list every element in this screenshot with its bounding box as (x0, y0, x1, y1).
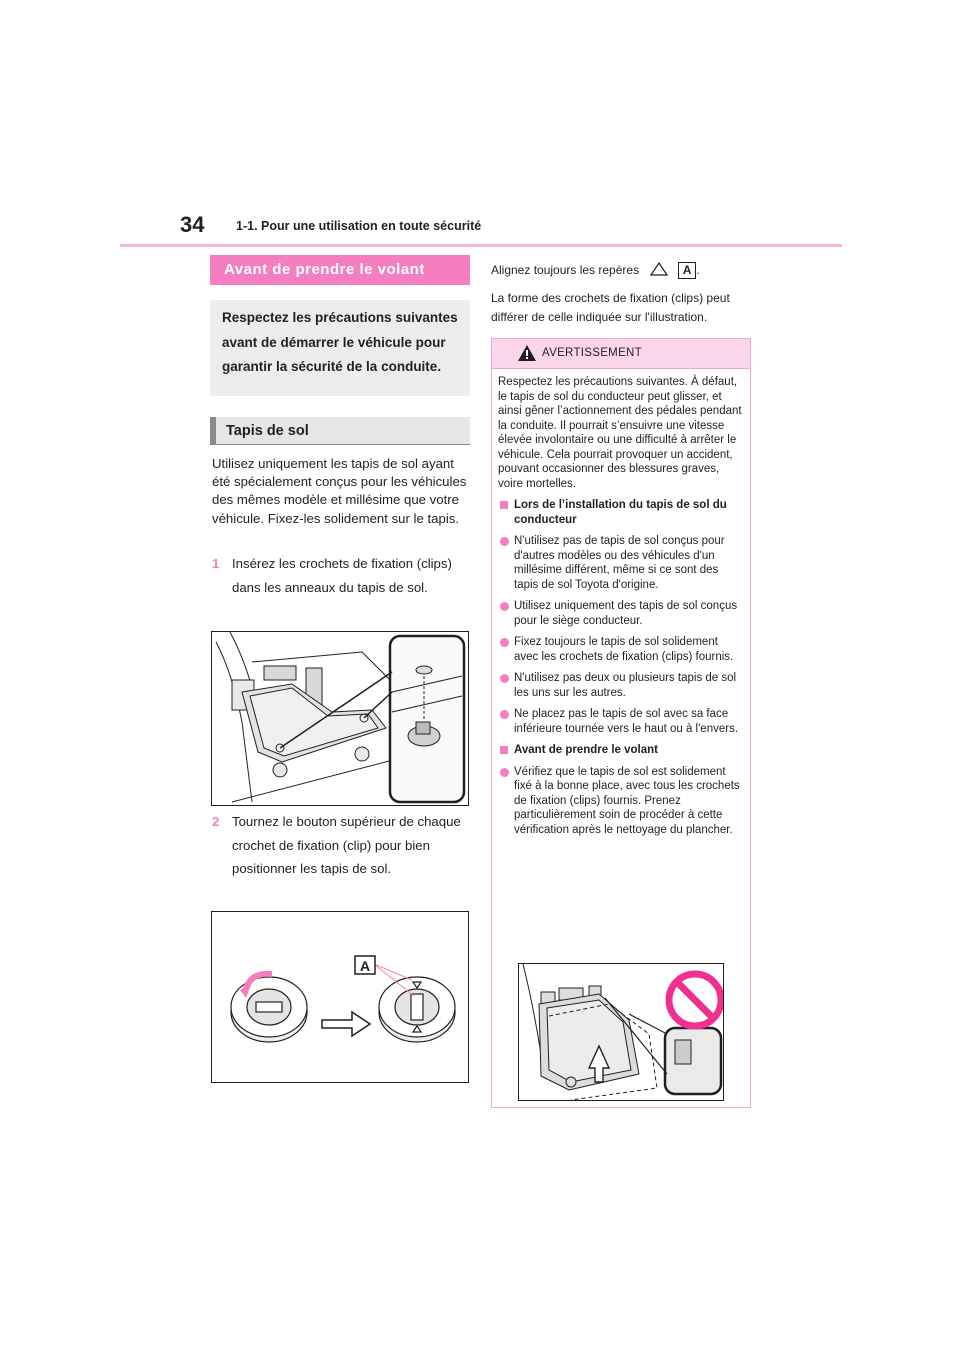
prohibited-icon (669, 974, 721, 1026)
mat-slip-drawing (519, 964, 723, 1100)
warning-body (498, 375, 744, 844)
warning-title: AVERTISSEMENT (542, 347, 642, 359)
subsection-heading: Tapis de sol (210, 417, 470, 445)
mat-slip-prohibited-illustration (518, 963, 724, 1101)
floor-mat-illustration (211, 631, 469, 806)
step-1 (212, 552, 474, 599)
warning-header (492, 339, 750, 369)
warning-bullet: Ne placez pas le tapis de sol avec sa face inférieure tournée vers le haut ou à l'envers. (498, 707, 744, 736)
step-2 (212, 810, 474, 881)
label-a-box: A (678, 262, 697, 279)
clip-rotation-drawing (212, 912, 468, 1082)
label-a: A (360, 958, 371, 974)
warning-bullet: Utilisez uniquement des tapis de sol conçus pour le siège conducteur. (498, 599, 744, 628)
step-number: 2 (212, 814, 220, 829)
warning-section-1: Lors de l’installation du tapis de sol du conducteur (498, 498, 744, 527)
step-number: 1 (212, 556, 220, 571)
warning-bullet: N'utilisez pas de tapis de sol conçus pour d'autres modèles ou des véhicules d'un millésime différent, même si ce sont des tapis de sol Toyota d'origine. (498, 534, 744, 592)
align-marks-line: Alignez toujours les repères A . (491, 263, 700, 277)
intro-box: Respectez les précautions suivantes avant de démarrer le véhicule pour garantir la sécurité de la conduite. (210, 300, 470, 396)
warning-bullet: Fixez toujours le tapis de sol solidement avec les crochets de fixation (clips) fournis. (498, 635, 744, 664)
triangle-mark-icon (650, 262, 668, 276)
body-paragraph: Utilisez uniquement les tapis de sol ayant été spécialement conçus pour les véhicules des mêmes modèle et millésime que votre véhicule. Fixez-les solidement sur le tapis. (212, 456, 467, 526)
warning-intro: Respectez les précautions suivantes. À défaut, le tapis de sol du conducteur peut glisser, et ainsi gêner l’actionnement des pédales pendant la conduite. Il pourrait s’ensuivre une vitesse élevée involontaire ou une difficulté à arrêter le véhicule. Cela pourrait provoquer un accident, pouvant occasionner des blessures graves, voire mortelles. (498, 376, 742, 490)
warning-section-2: Avant de prendre le volant (498, 743, 744, 758)
warning-box (491, 338, 751, 1108)
clip-rotation-illustration (211, 911, 469, 1083)
warning-triangle-icon (518, 345, 536, 361)
header-rule (120, 244, 842, 247)
page-number: 34 (180, 212, 205, 237)
align-text: Alignez toujours les repères (491, 263, 640, 277)
warning-bullet: N'utilisez pas deux ou plusieurs tapis de sol les uns sur les autres. (498, 671, 744, 700)
step-text: Insérez les crochets de fixation (clips) dans les anneaux du tapis de sol. (232, 556, 452, 595)
floor-mat-drawing (212, 632, 468, 805)
clip-shape-note: La forme des crochets de fixation (clips) peut différer de celle indiquée sur l'illustration. (491, 291, 730, 324)
warning-bullet: Vérifiez que le tapis de sol est solidement fixé à la bonne place, avec tous les crochets de fixation (clips) fournis. Prenez particulièrement soin de procéder à cette vérification après le nettoyage du plancher. (498, 765, 744, 838)
chapter-title: 1-1. Pour une utilisation en toute sécurité (236, 219, 482, 233)
section-banner: Avant de prendre le volant (210, 255, 470, 285)
step-text: Tournez le bouton supérieur de chaque crochet de fixation (clip) pour bien positionner les tapis de sol. (232, 814, 461, 876)
